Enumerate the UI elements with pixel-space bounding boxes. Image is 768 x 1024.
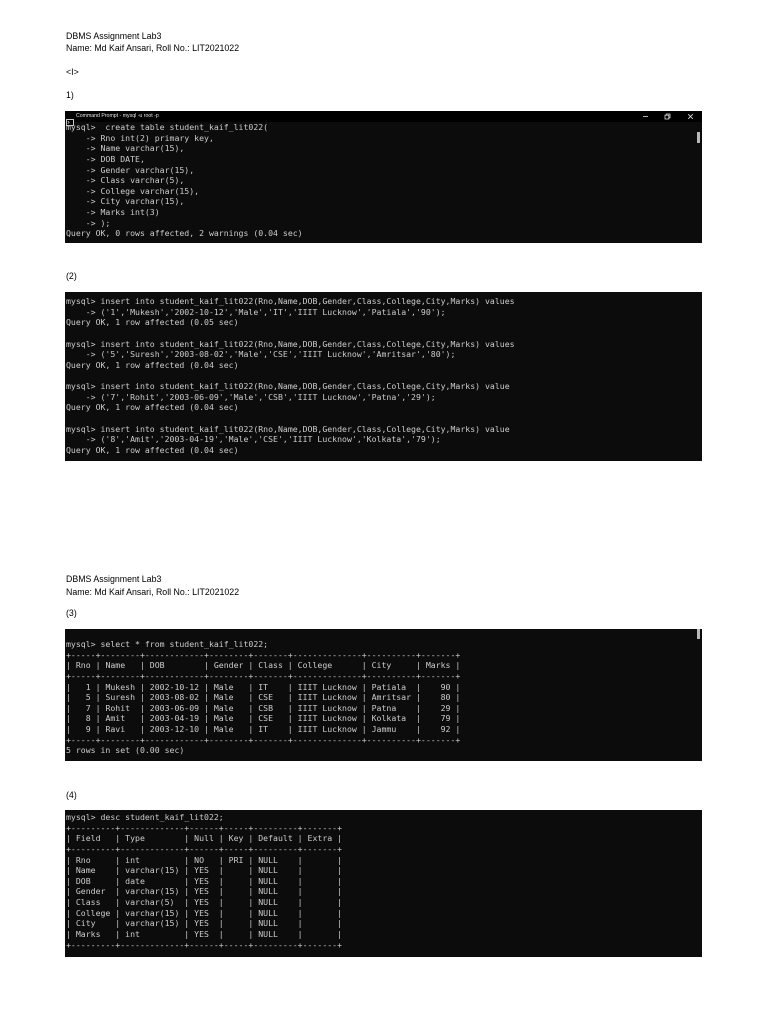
- table-cell: [229, 876, 244, 887]
- table-cell: 29: [440, 702, 451, 713]
- terminal-line: Query OK, 1 row affected (0.04 sec): [66, 402, 239, 413]
- table-cell: Kolkata: [371, 713, 407, 724]
- table-cell: Male: [213, 681, 234, 692]
- table-cell: College: [75, 907, 111, 918]
- student-info: Name: Md Kaif Ansari, Roll No.: LIT2021022: [66, 43, 240, 53]
- scrollbar-thumb: [697, 629, 700, 639]
- table-cell: NULL: [258, 865, 278, 876]
- table-cell: CSB: [258, 702, 274, 713]
- table-cell: date: [125, 875, 145, 886]
- terminal-line: mysql> create table student_kaif_lit022(: [66, 122, 269, 132]
- terminal-line: Query OK, 1 row affected (0.04 sec): [66, 444, 239, 455]
- table-header-cell: City: [371, 660, 392, 671]
- command-prompt-icon: [66, 113, 74, 120]
- table-border: +---------+-------------+------+-----+---------+-------+: [66, 939, 343, 950]
- table-row: | 5 | Suresh | 2003-08-02 | Male | CSE | IIIT Lucknow | Amritsar | 80 |: [66, 692, 461, 703]
- table-row: | 7 | Rohit | 2003-06-09 | Male | CSB | IIIT Lucknow | Patna | 29 |: [66, 702, 461, 713]
- table-cell: Male: [213, 713, 234, 724]
- terminal-line: -> ('7','Rohit','2003-06-09','Male','CSB','IIIT Lucknow','Patna','29');: [66, 391, 436, 402]
- table-header-cell: Rno: [75, 660, 91, 671]
- table-cell: DOB: [75, 875, 91, 886]
- table-border: +-----+--------+------------+--------+-------+--------------+----------+-------+: [66, 734, 461, 745]
- table-cell: 7: [85, 702, 91, 713]
- table-cell: 80: [440, 692, 451, 703]
- table-row: | Marks | int | YES | | NULL | |: [66, 929, 343, 940]
- table-cell: YES: [194, 886, 209, 897]
- table-border: +-----+--------+------------+--------+-------+--------------+----------+-------+: [66, 670, 461, 681]
- terminal-line: mysql> insert into student_kaif_lit022(Rno,Name,DOB,Gender,Class,College,City,Marks) value: [66, 423, 510, 434]
- table-header-cell: DOB: [149, 660, 165, 671]
- table-cell: 5: [85, 692, 91, 703]
- student-info-page-2: Name: Md Kaif Ansari, Roll No.: LIT2021022: [66, 587, 240, 597]
- table-header-cell: Extra: [307, 833, 333, 844]
- table-cell: YES: [194, 907, 209, 918]
- terminal-screenshot-select: [65, 629, 702, 761]
- terminal-line: -> Rno int(2) primary key,: [66, 132, 214, 143]
- table-cell: PRI: [228, 854, 244, 865]
- table-row: | 9 | Ravi | 2003-12-10 | Male | IT | IIIT Lucknow | Jammu | 92 |: [66, 724, 461, 735]
- document-title: DBMS Assignment Lab3: [66, 31, 162, 41]
- table-header-cell: Marks: [425, 660, 451, 671]
- table-cell: Rohit: [105, 702, 131, 713]
- terminal-output: [66, 296, 694, 456]
- table-cell: [308, 897, 333, 908]
- terminal-line: -> DOB DATE,: [66, 153, 145, 164]
- table-cell: Suresh: [105, 692, 135, 703]
- table-cell: NULL: [258, 918, 278, 929]
- terminal-line: -> Marks int(3): [66, 207, 160, 218]
- table-cell: 8: [85, 713, 91, 724]
- table-cell: int: [125, 929, 140, 940]
- table-cell: 9: [85, 724, 91, 735]
- terminal-line: -> ('1','Mukesh','2002-10-12','Male','IT','IIIT Lucknow','Patiala','90');: [66, 306, 446, 317]
- window-title: Command Prompt - mysql -u root -p: [76, 113, 159, 119]
- table-cell: 2003-08-02: [149, 692, 200, 703]
- result-table: [66, 650, 694, 746]
- table-header-cell: Key: [228, 833, 244, 844]
- terminal-screenshot-desc: [65, 810, 702, 957]
- table-cell: IIIT Lucknow: [297, 713, 357, 724]
- table-row: | College | varchar(15) | YES | | NULL | |: [66, 907, 343, 918]
- table-cell: varchar(15): [125, 865, 180, 876]
- table-header-cell: College: [297, 660, 333, 671]
- terminal-line: -> Gender varchar(15),: [66, 164, 195, 175]
- table-cell: IIIT Lucknow: [297, 702, 357, 713]
- terminal-line: Query OK, 1 row affected (0.05 sec): [66, 317, 239, 328]
- table-cell: 2003-04-19: [149, 713, 200, 724]
- table-cell: YES: [194, 875, 209, 886]
- table-cell: Male: [213, 692, 234, 703]
- table-cell: YES: [194, 865, 209, 876]
- scrollbar-thumb: [697, 132, 700, 143]
- table-cell: [308, 929, 333, 940]
- terminal-line: 5 rows in set (0.00 sec): [66, 745, 185, 756]
- table-header-cell: Gender: [213, 660, 244, 671]
- table-cell: NULL: [258, 886, 278, 897]
- table-border: +-----+--------+------------+--------+-------+--------------+----------+-------+: [66, 649, 461, 660]
- minimize-icon: [641, 112, 650, 121]
- terminal-line: -> ('5','Suresh','2003-08-02','Male','CSE','IIIT Lucknow','Amritsar','80');: [66, 349, 456, 360]
- question-label-2: (2): [66, 271, 77, 281]
- terminal-line: -> City varchar(15),: [66, 196, 185, 207]
- terminal-screenshot-insert: [65, 292, 702, 461]
- table-cell: NULL: [258, 875, 278, 886]
- terminal-line: Query OK, 0 rows affected, 2 warnings (0.04 sec): [66, 228, 303, 239]
- table-cell: Gender: [75, 886, 106, 897]
- table-cell: [308, 886, 333, 897]
- table-cell: 79: [440, 713, 451, 724]
- table-cell: varchar(15): [125, 907, 180, 918]
- table-cell: City: [75, 918, 96, 929]
- table-cell: 92: [440, 724, 451, 735]
- table-cell: NULL: [258, 897, 278, 908]
- table-cell: IT: [258, 681, 269, 692]
- table-row: | Name | varchar(15) | YES | | NULL | |: [66, 865, 343, 876]
- table-cell: int: [125, 854, 140, 865]
- table-row: | City | varchar(15) | YES | | NULL | |: [66, 918, 343, 929]
- table-row: | 8 | Amit | 2003-04-19 | Male | CSE | IIIT Lucknow | Kolkata | 79 |: [66, 713, 461, 724]
- table-cell: IIIT Lucknow: [297, 681, 357, 692]
- question-label-3: (3): [66, 608, 77, 618]
- table-header-row: | Rno | Name | DOB | Gender | Class | College | City | Marks |: [66, 660, 461, 671]
- terminal-line: -> College varchar(15),: [66, 185, 200, 196]
- table-cell: varchar(15): [125, 886, 180, 897]
- window-titlebar: [65, 111, 702, 122]
- table-header-cell: Type: [125, 833, 145, 844]
- table-header-row: | Field | Type | Null | Key | Default | Extra |: [66, 833, 343, 844]
- table-cell: Class: [75, 897, 101, 908]
- question-label-1: 1): [66, 90, 74, 100]
- result-table: [66, 823, 694, 951]
- table-cell: Amritsar: [371, 692, 412, 703]
- table-cell: Male: [213, 702, 234, 713]
- table-cell: Ravi: [105, 724, 126, 735]
- table-cell: NULL: [258, 907, 278, 918]
- table-cell: CSE: [258, 713, 274, 724]
- table-cell: [308, 865, 333, 876]
- table-cell: IT: [258, 724, 269, 735]
- table-row: | 1 | Mukesh | 2002-10-12 | Male | IT | IIIT Lucknow | Patiala | 90 |: [66, 681, 461, 692]
- part-label: <I>: [66, 67, 79, 77]
- terminal-line: mysql> insert into student_kaif_lit022(Rno,Name,DOB,Gender,Class,College,City,Marks) values: [66, 338, 515, 349]
- table-cell: Name: [75, 865, 96, 876]
- table-cell: YES: [194, 929, 209, 940]
- terminal-line: -> Name varchar(15),: [66, 143, 185, 154]
- table-cell: CSE: [258, 692, 274, 703]
- table-cell: [229, 929, 244, 940]
- table-cell: Patna: [371, 702, 397, 713]
- terminal-output: [66, 812, 694, 950]
- table-cell: 2003-06-09: [149, 702, 200, 713]
- blank-line: [66, 370, 694, 381]
- table-cell: YES: [194, 918, 209, 929]
- document-title-page-2: DBMS Assignment Lab3: [66, 574, 162, 584]
- table-cell: NULL: [258, 854, 278, 865]
- table-cell: 1: [85, 681, 91, 692]
- terminal-line: Query OK, 1 row affected (0.04 sec): [66, 359, 239, 370]
- terminal-line: -> Class varchar(5),: [66, 175, 185, 186]
- table-cell: Patiala: [371, 681, 407, 692]
- terminal-output: [66, 639, 694, 756]
- table-cell: [229, 897, 244, 908]
- table-cell: IIIT Lucknow: [297, 724, 357, 735]
- blank-line: [66, 413, 694, 424]
- terminal-line: mysql> desc student_kaif_lit022;: [66, 812, 224, 822]
- question-label-4: (4): [66, 790, 77, 800]
- table-cell: YES: [194, 897, 209, 908]
- table-row: | DOB | date | YES | | NULL | |: [66, 875, 343, 886]
- table-header-cell: Field: [75, 833, 101, 844]
- terminal-line: -> );: [66, 217, 111, 228]
- restore-icon: [663, 112, 672, 121]
- table-cell: [229, 918, 244, 929]
- table-header-cell: Default: [258, 833, 293, 844]
- table-cell: Amit: [105, 713, 126, 724]
- table-cell: 2002-10-12: [149, 681, 200, 692]
- table-header-cell: Name: [105, 660, 126, 671]
- table-cell: Mukesh: [105, 681, 135, 692]
- table-cell: [229, 865, 244, 876]
- table-border: +---------+-------------+------+-----+---------+-------+: [66, 822, 343, 833]
- table-border: +---------+-------------+------+-----+---------+-------+: [66, 843, 343, 854]
- table-row: | Gender | varchar(15) | YES | | NULL | |: [66, 886, 343, 897]
- table-row: | Class | varchar(5) | YES | | NULL | |: [66, 897, 343, 908]
- terminal-line: mysql> select * from student_kaif_lit022;: [66, 639, 269, 649]
- table-cell: IIIT Lucknow: [297, 692, 357, 703]
- table-cell: [308, 876, 333, 887]
- table-cell: 90: [440, 681, 451, 692]
- table-cell: [229, 886, 244, 897]
- terminal-line: mysql> insert into student_kaif_lit022(Rno,Name,DOB,Gender,Class,College,City,Marks) values: [66, 296, 515, 306]
- table-header-cell: Null: [194, 833, 214, 844]
- table-cell: Male: [213, 724, 234, 735]
- terminal-line: mysql> insert into student_kaif_lit022(Rno,Name,DOB,Gender,Class,College,City,Marks) value: [66, 381, 510, 392]
- table-cell: varchar(5): [125, 897, 175, 908]
- table-cell: [229, 908, 244, 919]
- table-cell: 2003-12-10: [149, 724, 200, 735]
- table-cell: [308, 918, 333, 929]
- terminal-screenshot-create-table: [65, 111, 702, 243]
- table-row: | Rno | int | NO | PRI | NULL | |: [66, 854, 343, 865]
- table-cell: [308, 908, 333, 919]
- table-cell: NO: [194, 854, 205, 865]
- table-cell: [308, 855, 333, 866]
- table-cell: Jammu: [371, 724, 397, 735]
- table-cell: Marks: [75, 929, 101, 940]
- table-header-cell: Class: [258, 660, 283, 671]
- terminal-output: [66, 122, 694, 239]
- terminal-line: -> ('8','Amit','2003-04-19','Male','CSE','IIIT Lucknow','Kolkata','79');: [66, 434, 441, 445]
- table-cell: Rno: [75, 854, 91, 865]
- blank-line: [66, 328, 694, 339]
- table-cell: NULL: [258, 929, 278, 940]
- close-icon: [686, 112, 695, 121]
- table-cell: varchar(15): [125, 918, 180, 929]
